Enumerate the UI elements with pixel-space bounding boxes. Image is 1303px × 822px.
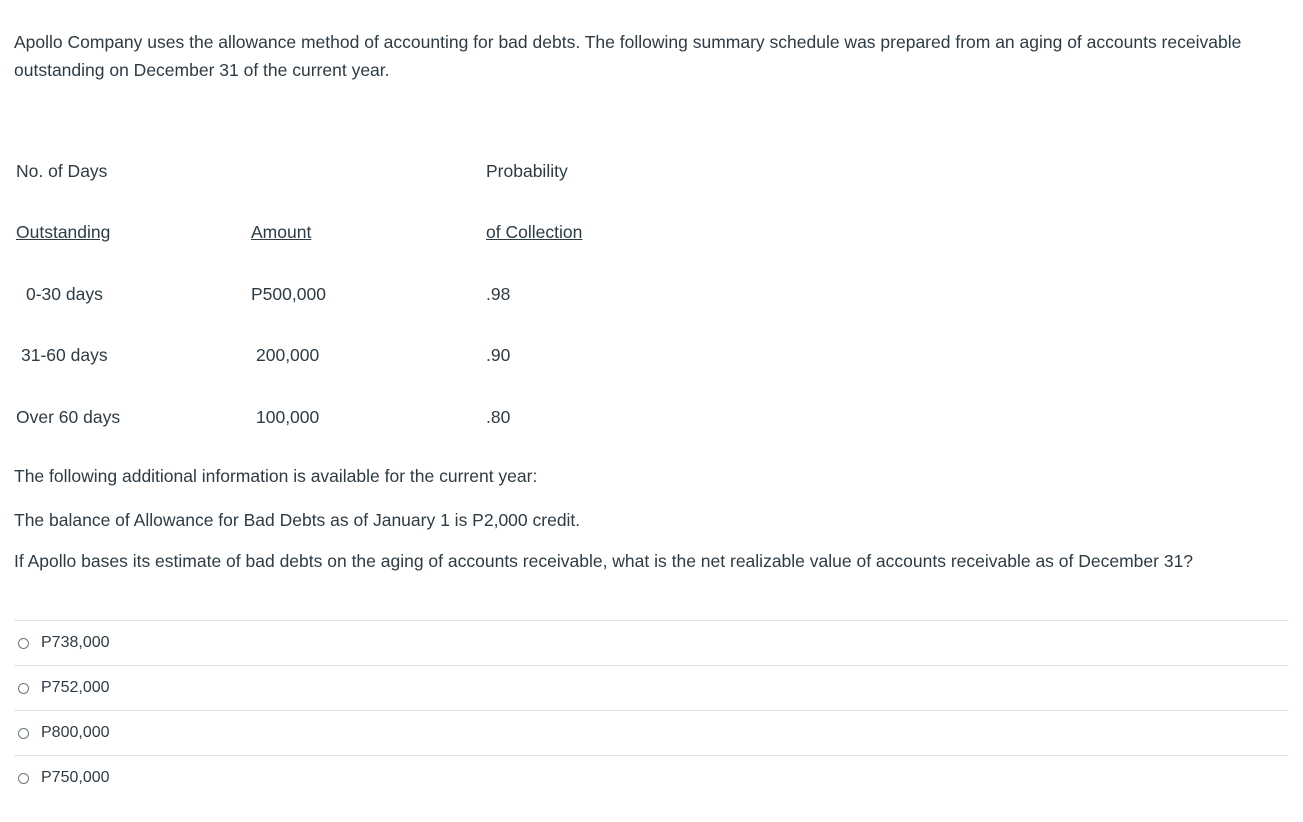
question-prompt: If Apollo bases its estimate of bad debts on the aging of accounts receivable, what is the net realizable value of accounts receivable as of December 31?: [14, 551, 1194, 571]
row-amount: 100,000: [256, 407, 320, 427]
radio-button[interactable]: [18, 683, 29, 694]
answer-list: [14, 620, 1289, 800]
radio-button[interactable]: [18, 728, 29, 739]
radio-button[interactable]: [18, 638, 29, 649]
header-no-of-days: No. of Days: [16, 161, 108, 181]
balance-info: The balance of Allowance for Bad Debts as of January 1 is P2,000 credit.: [14, 510, 581, 530]
row-days: 31-60 days: [21, 345, 108, 365]
radio-button[interactable]: [18, 773, 29, 784]
header-of-collection: of Collection: [486, 222, 583, 242]
row-amount: P500,000: [251, 284, 326, 304]
answer-label: P752,000: [41, 679, 110, 696]
answer-option[interactable]: [14, 710, 1289, 755]
answer-option[interactable]: [14, 755, 1289, 800]
header-amount: Amount: [251, 222, 312, 242]
row-amount: 200,000: [256, 345, 320, 365]
row-days: 0-30 days: [26, 284, 103, 304]
row-probability: .98: [486, 284, 511, 304]
additional-info: The following additional information is available for the current year:: [14, 466, 538, 486]
row-days: Over 60 days: [16, 407, 121, 427]
answer-option[interactable]: [14, 620, 1289, 665]
answer-label: P738,000: [41, 634, 110, 651]
answer-label: P800,000: [41, 724, 110, 741]
answer-option[interactable]: [14, 665, 1289, 710]
row-probability: .90: [486, 345, 511, 365]
question-intro: Apollo Company uses the allowance method of accounting for bad debts. The following summary schedule was prepared from an aging of accounts receivable outstanding on December 31 of the current year.: [14, 32, 1242, 80]
header-probability: Probability: [486, 161, 568, 181]
answer-label: P750,000: [41, 769, 110, 786]
header-outstanding: Outstanding: [16, 222, 111, 242]
row-probability: .80: [486, 407, 511, 427]
